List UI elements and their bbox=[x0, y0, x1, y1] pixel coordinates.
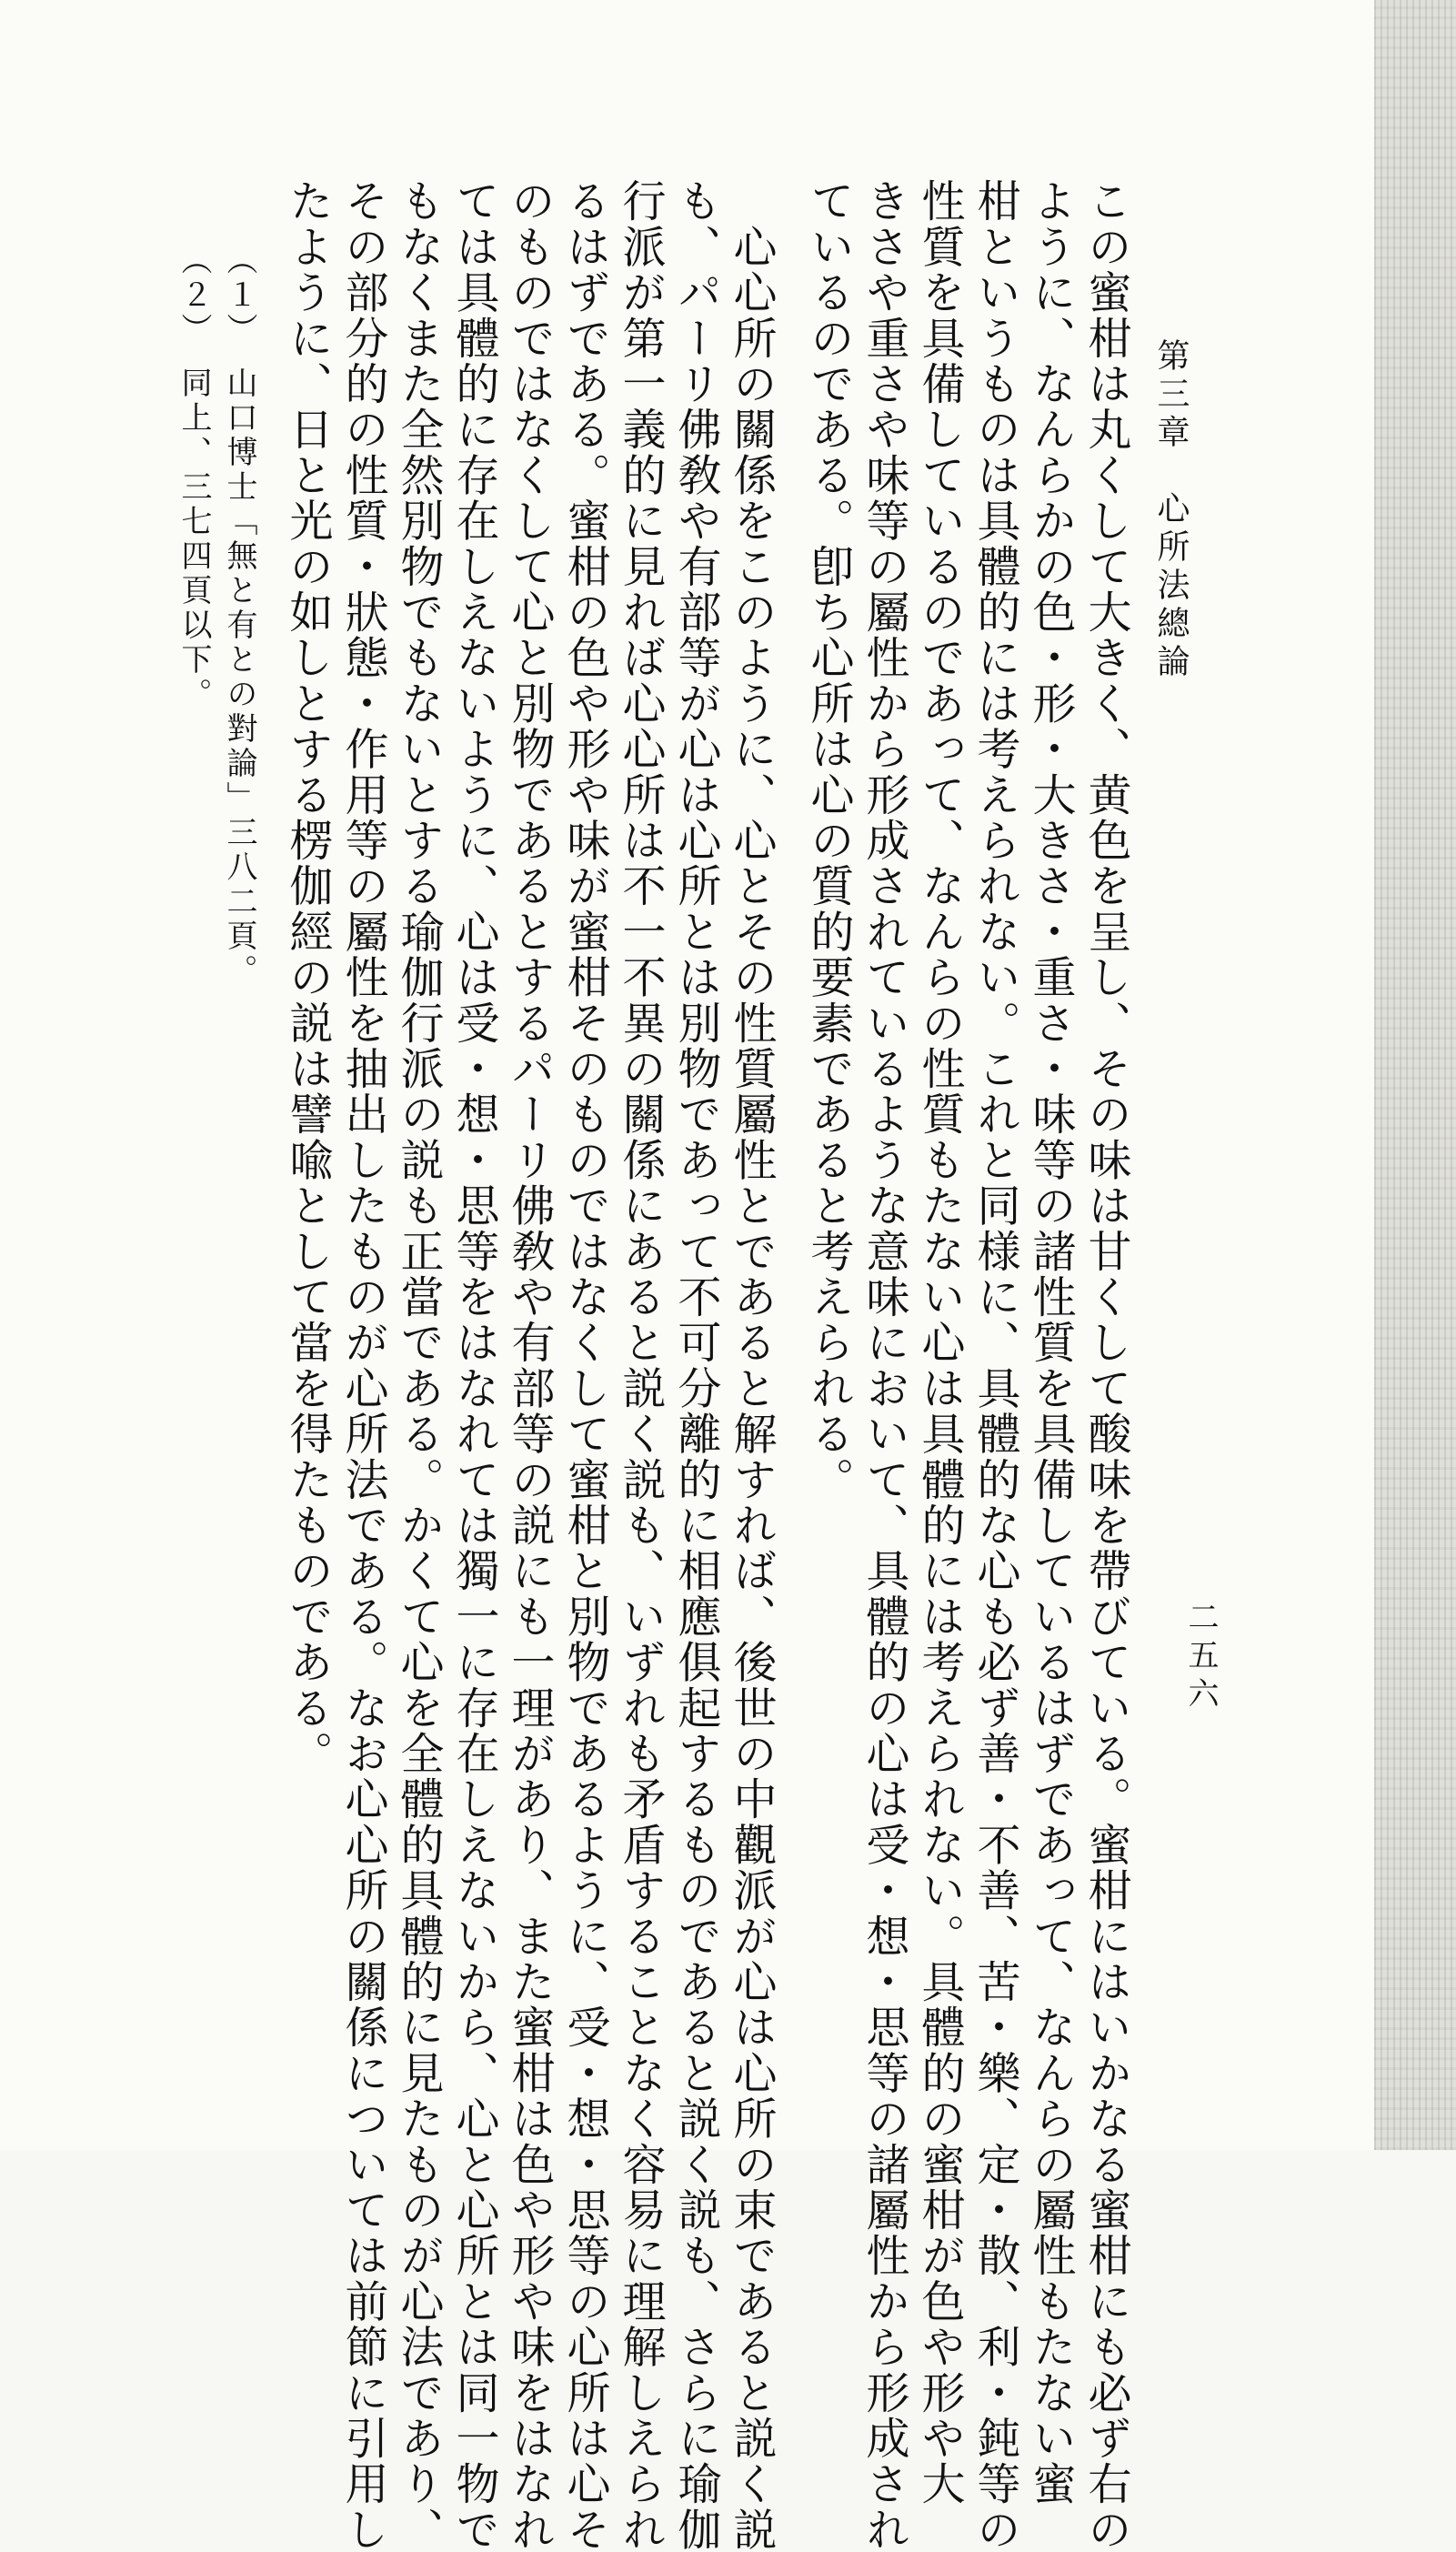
body-line: も、パーリ佛敎や有部等が心は心所とは別物であって不可分離的に相應俱起するものであると説く説も、さらに瑜伽 bbox=[670, 178, 721, 2552]
body-line: のものではなくして心と別物であるとするパーリ佛敎や有部等の説にも一理があり、また蜜柑は色や形や味をはなれ bbox=[504, 178, 555, 2552]
body-line: たように、日と光の如しとする楞伽經の説は譬喩として當を得たものである。 bbox=[282, 178, 333, 1776]
binding-edge bbox=[1374, 0, 1456, 2150]
body-line: もなくまた全然別物でもないとする瑜伽行派の説も正當である。かくて心を全體的具體的に見たものが心法であり、 bbox=[393, 178, 444, 2552]
footnote-2: （２） 同上、三七四頁以下。 bbox=[176, 244, 212, 712]
body-line: 性質を具備しているのであって、なんらの性質もたない心は具體的には考えられない。具體的の蜜柑が色や形や大 bbox=[914, 178, 965, 2507]
body-line: ように、なんらかの色・形・大きさ・重さ・味等の諸性質を具備しているはずであって、なんらの屬性もたない蜜 bbox=[1025, 178, 1076, 2507]
body-line: 柑というものは具體的には考えられない。これと同様に、具體的な心も必ず善・不善、苦・樂、定・散、利・鈍等の bbox=[969, 178, 1020, 2552]
body-line: るはずである。蜜柑の色や形や味が蜜柑そのものではなくして蜜柑と別物であるように、受・想・思等の心所は心そ bbox=[559, 178, 610, 2552]
body-line: きさや重さや味等の屬性から形成されているような意味において、具體的の心は受・想・思等の諸屬性から形成され bbox=[859, 178, 909, 2552]
body-line: ているのである。卽ち心所は心の質的要素であると考えられる。 bbox=[803, 178, 854, 1502]
page-number: 二五六 bbox=[1182, 1601, 1219, 1715]
body-line: 心心所の關係をこのように、心とその性質屬性とであると解すれば、後世の中觀派が心は心所の束であると説く説 bbox=[726, 178, 777, 2552]
body-line: その部分的の性質・狀態・作用等の屬性を抽出したものが心所法である。なお心心所の關係については前節に引用し bbox=[337, 178, 388, 2552]
footnote-1: （１） 山口博士「無と有との對論」三八二頁。 bbox=[221, 244, 257, 989]
chapter-header: 第三章 心所法總論 bbox=[1152, 338, 1190, 682]
body-line: 行派が第一義的に見れば心心所は不一不異の關係にあると説く説も、いずれも矛盾することなく容易に理解しえられ bbox=[615, 178, 666, 2552]
body-line: ては具體的に存在しえないように、心は受・想・思等をはなれては獨一に存在しえないから、心と心所とは同一物で bbox=[448, 178, 499, 2552]
body-line: この蜜柑は丸くして大きく、黄色を呈し、その味は甘くして酸味を帶びている。蜜柑にはいかなる蜜柑にも必ず右の bbox=[1080, 178, 1131, 2552]
